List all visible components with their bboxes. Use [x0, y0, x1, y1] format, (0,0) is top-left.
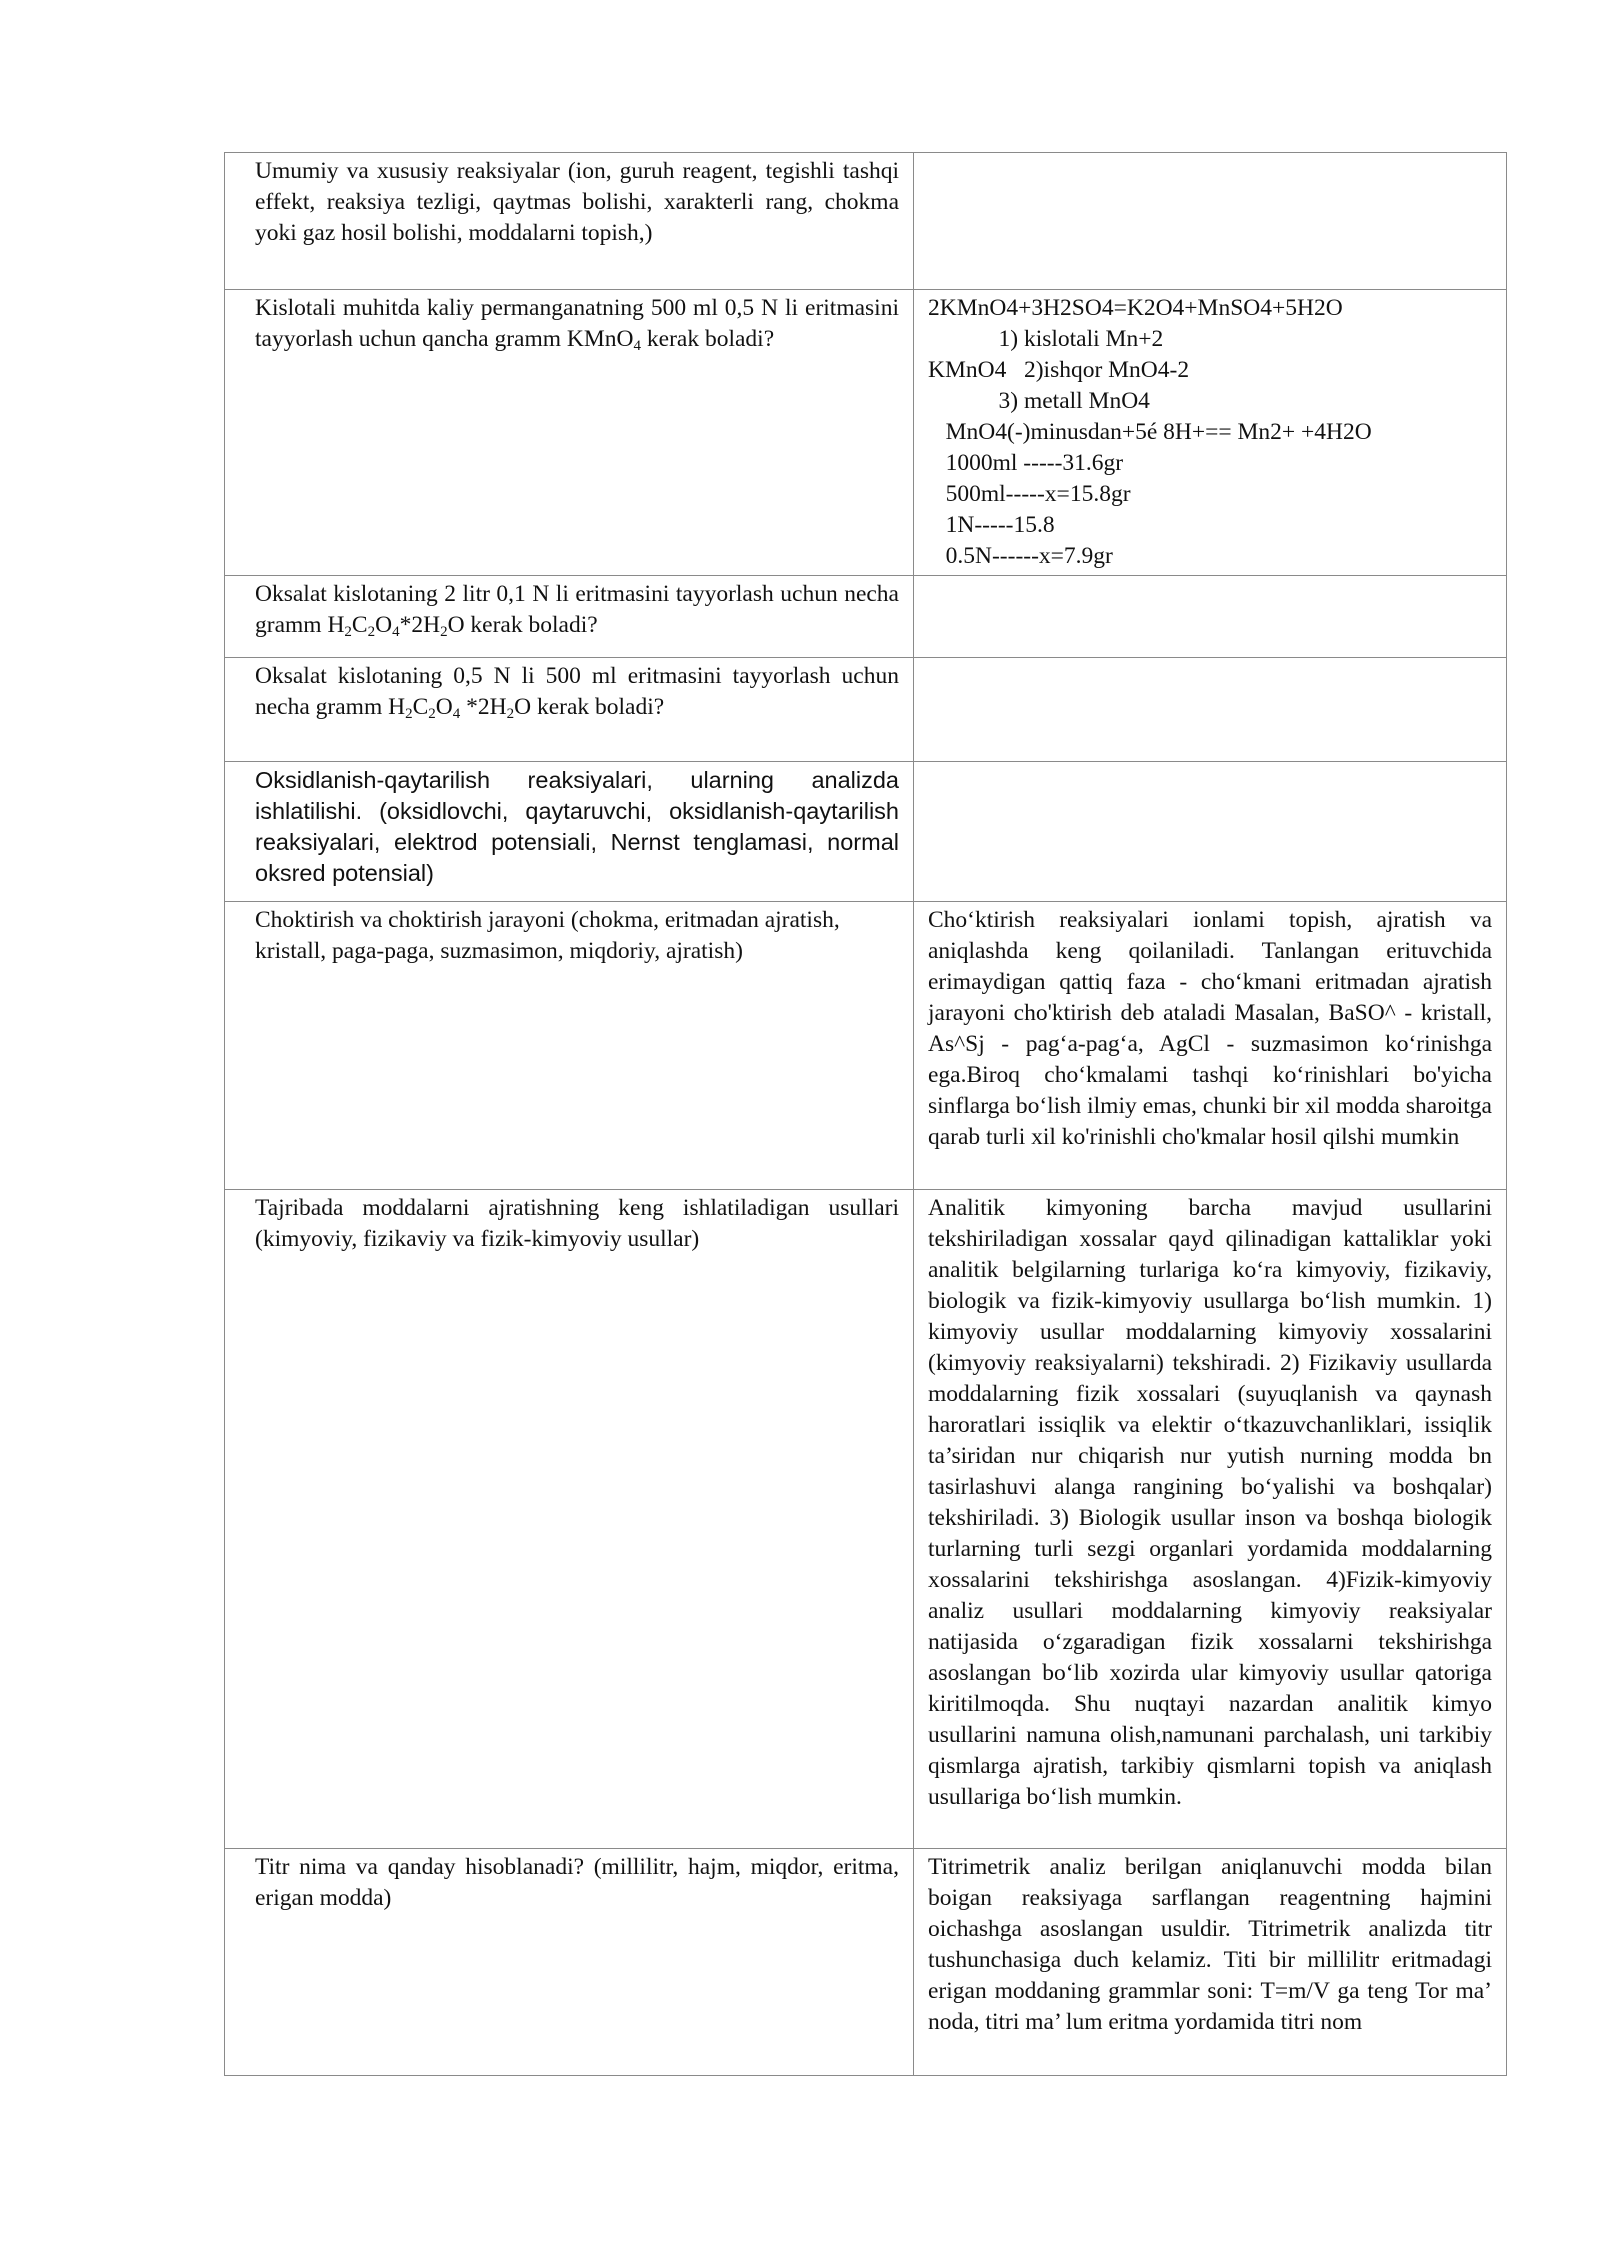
question-text: Oksalat kislotaning 2 litr 0,1 N li eritmasini tayyorlash uchun necha gramm $H_2C_2O_4*2H_2O$ kerak boladi?	[255, 581, 899, 640]
answer-line: MnO4(-)minusdan+5é 8H+== Mn2+ +4H2O	[928, 419, 1372, 445]
table-row	[225, 1849, 1507, 2076]
question-text: Tajribada moddalarni ajratishning keng ishlatiladigan usullari (kimyoviy, fizikaviy va fizik-kimyoviy usullar)	[255, 1195, 899, 1252]
answer-line: 1N-----15.8	[928, 512, 1055, 538]
table-row	[225, 902, 1507, 1190]
answer-cell	[914, 290, 1507, 576]
answer-cell	[914, 902, 1507, 1190]
answer-line: 1) kislotali Mn+2	[928, 326, 1164, 352]
question-cell	[225, 1849, 914, 2076]
question-cell	[225, 290, 914, 576]
question-cell	[225, 153, 914, 290]
question-cell	[225, 902, 914, 1190]
table-row	[225, 576, 1507, 658]
answer-cell	[914, 762, 1507, 902]
question-text: Choktirish va choktirish jarayoni (chokma, eritmadan ajratish, kristall, paga-paga, suzmasimon, miqdoriy, ajratish)	[255, 907, 840, 964]
table-row	[225, 153, 1507, 290]
answer-line: 500ml-----x=15.8gr	[928, 481, 1131, 507]
question-cell	[225, 1190, 914, 1849]
question-text: Umumiy va xususiy reaksiyalar (ion, guruh reagent, tegishli tashqi effekt, reaksiya tezligi, qaytmas bolishi, xarakterli rang, chokma yoki gaz hosil bolishi, moddalarni topish,)	[255, 158, 899, 246]
answer-line: 2KMnO4+3H2SO4=K2O4+MnSO4+5H2O	[928, 295, 1343, 321]
question-text: Oksalat kislotaning 0,5 N li 500 ml eritmasini tayyorlash uchun necha gramm $H_2C_2O_4$ $*2H_2O$ kerak boladi?	[255, 663, 899, 722]
question-text: Oksidlanish-qaytarilish reaksiyalari, ularning analizda ishlatilishi. (oksidlovchi, qaytaruvchi, oksidlanish-qaytarilish reaksiyalari, elektrod potensiali, Nernst tenglamasi, normal oksred potensial)	[255, 767, 899, 886]
answer-line: 3) metall MnO4	[928, 388, 1150, 414]
answer-text: Titrimetrik analiz berilgan aniqlanuvchi modda bilan boigan reaksiyaga sarflangan reagentning hajmini oichashga asoslangan usuldir. Titrimetrik analizda titr tushunchasiga duch kelamiz. Titi bir millilitr eritmadagi erigan moddaning grammlar soni: T=m/V ga teng Tor ma’ noda, titri ma’ lum eritma yordamida titri nom	[928, 1854, 1492, 2035]
table-row	[225, 762, 1507, 902]
answer-cell	[914, 153, 1507, 290]
table-row	[225, 658, 1507, 762]
answer-cell	[914, 1190, 1507, 1849]
answer-text: Analitik kimyoning barcha mavjud usullarini tekshiriladigan xossalar qayd qilinadigan kattaliklar yoki analitik belgilarning turlariga ko‘ra kimyoviy, fizikaviy, biologik va fizik-kimyoviy usullarga bo‘lish mumkin. 1) kimyoviy usullar moddalarning kimyoviy xossalarini (kimyoviy reaksiyalarni) tekshiradi. 2) Fizikaviy usullarda moddalarning fizik xossalari (suyuqlanish va qaynash haroratlari issiqlik va elektir o‘tkazuvchanliklari, issiqlik ta’siridan nur chiqarish nur yutish nurning modda bn tasirlashuvi alanga rangining bo‘yalishi va boshqalar) tekshiriladi. 3) Biologik usullar inson va boshqa biologik turlarning turli sezgi organlari yordamida moddalarning xossalarini tekshirishga asoslangan. 4)Fizik-kimyoviy analiz usullari moddalarning kimyoviy reaksiyalar natijasida o‘zgaradigan fizik xossalarni tekshirishga asoslangan bo‘lib xozirda ular kimyoviy usullar qatoriga kiritilmoqda. Shu nuqtayi nazardan analitik kimyo usullarini namuna olish,namunani parchalash, uni tarkibiy qismlarga ajratish, tarkibiy qismlarni topish va aniqlash usullariga bo‘lish mumkin.	[928, 1195, 1492, 1810]
question-text: Kislotali muhitda kaliy permanganatning 500 ml 0,5 N li eritmasini tayyorlash uchun qancha gramm KMnO$_4$ kerak boladi?	[255, 295, 899, 354]
table-row	[225, 290, 1507, 576]
answer-cell	[914, 658, 1507, 762]
question-text: Titr nima va qanday hisoblanadi? (millilitr, hajm, miqdor, eritma, erigan modda)	[255, 1854, 899, 1911]
answer-cell	[914, 576, 1507, 658]
question-cell	[225, 658, 914, 762]
answer-text: Cho‘ktirish reaksiyalari ionlami topish, ajratish va aniqlashda keng qoilaniladi. Tanlangan erituvchida erimaydigan qattiq faza - cho‘kmani eritmadan ajratish jarayoni cho'ktirish deb ataladi Masalan, BaSO^ - kristall, As^Sj - pag‘a-pag‘a, AgCl - suzmasimon ko‘rinishga ega.Biroq cho‘kmalami tashqi ko‘rinishlari bo'yicha sinflarga bo‘lish ilmiy emas, chunki bir xil modda sharoitga qarab turli xil ko'rinishli cho'kmalar hosil qilshi mumkin	[928, 907, 1492, 1150]
table-row	[225, 1190, 1507, 1849]
question-cell	[225, 576, 914, 658]
question-cell	[225, 762, 914, 902]
answer-line: 0.5N------x=7.9gr	[928, 543, 1113, 569]
answer-cell	[914, 1849, 1507, 2076]
answer-line: KMnO4 2)ishqor MnO4-2	[928, 357, 1190, 383]
document-table	[224, 152, 1507, 2076]
answer-line: 1000ml -----31.6gr	[928, 450, 1124, 476]
